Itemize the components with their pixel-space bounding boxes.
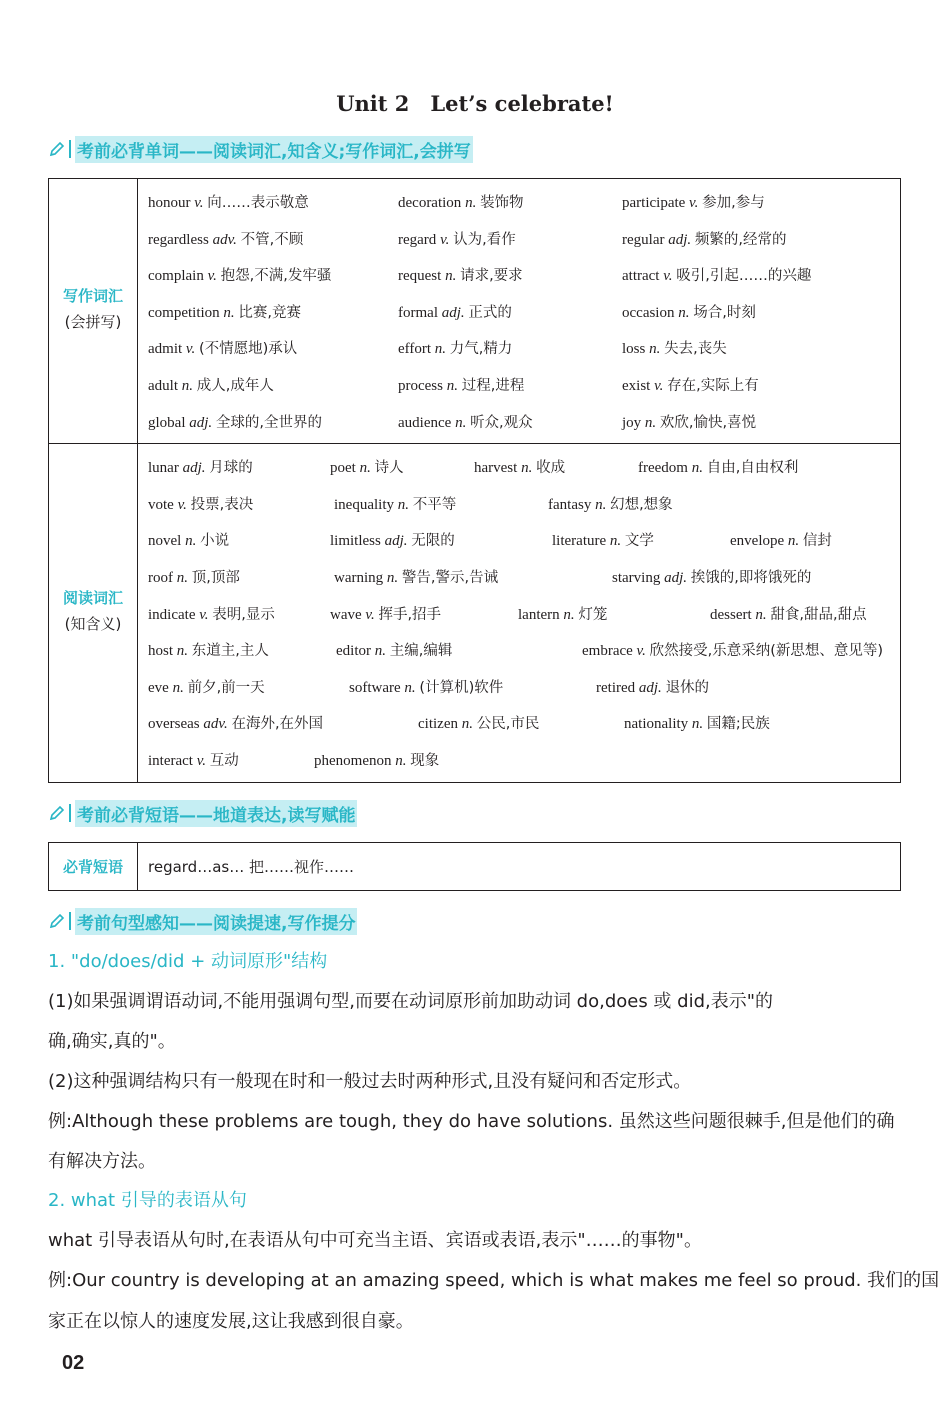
word: lantern: [518, 606, 560, 623]
rule-3: what 引导表语从句时,在表语从句中可充当主语、宾语或表语,表示"……的事物"。: [48, 1230, 702, 1251]
meaning: 主编,编辑: [389, 643, 453, 660]
word: regardless: [148, 231, 209, 248]
meaning: 比赛,竞赛: [238, 304, 302, 321]
meaning: 认为,看作: [453, 231, 516, 248]
part-of-speech: n.: [465, 195, 477, 211]
part-of-speech: n.: [386, 569, 399, 586]
part-of-speech: n.: [374, 643, 386, 660]
word: citizen: [418, 716, 458, 733]
word: host: [148, 643, 174, 660]
word: poet: [330, 460, 356, 477]
part-of-speech: v.: [196, 752, 207, 769]
sentence-section-title: 考前句型感知——阅读提速,写作提分: [75, 908, 357, 935]
word: effort: [398, 341, 432, 358]
meaning: (不情愿地)承认: [198, 341, 298, 358]
word: retired: [596, 679, 636, 696]
writing-word-entry: [622, 301, 756, 322]
reading-label-cell: [49, 444, 138, 782]
writing-word-entry: [622, 264, 811, 285]
part-of-speech: n.: [181, 377, 193, 394]
meaning: 国籍;民族: [706, 716, 770, 733]
reading-label: 阅读词汇: [62, 588, 123, 607]
writing-sublabel: (会拼写): [64, 313, 122, 332]
example-2-line-1: 例:Our country is developing at an amazing speed, which is what makes me feel so proud. 我们的国: [48, 1270, 940, 1291]
meaning: 欢欣,愉快,喜悦: [659, 414, 757, 431]
word: indicate: [148, 606, 196, 623]
writing-word-row: [148, 403, 900, 440]
word: vote: [148, 496, 174, 513]
word: roof: [148, 569, 173, 586]
writing-word-entry: [398, 264, 523, 285]
part-of-speech: n.: [359, 460, 371, 477]
part-of-speech: n.: [445, 268, 457, 285]
word: dessert: [710, 606, 752, 623]
reading-word-entry: [148, 712, 323, 733]
reading-word-list: [138, 444, 901, 782]
word: admit: [148, 341, 183, 358]
word: request: [398, 268, 442, 285]
writing-word-entry: [148, 411, 322, 432]
meaning: 抱怨,不满,发牢骚: [220, 268, 332, 285]
reading-word-entry: [148, 603, 275, 624]
writing-vocab-row: [49, 179, 901, 444]
part-of-speech: n.: [609, 533, 622, 550]
writing-word-row: [148, 220, 900, 257]
reading-word-row: [148, 741, 900, 778]
writing-word-row: [148, 366, 900, 403]
part-of-speech: n.: [185, 533, 197, 550]
part-of-speech: n.: [176, 569, 188, 586]
part-of-speech: n.: [434, 341, 447, 358]
reading-word-entry: [148, 566, 240, 587]
divider: [69, 912, 71, 930]
pencil-icon: [48, 804, 66, 822]
part-of-speech: adj.: [638, 679, 662, 696]
meaning: 不平等: [412, 496, 457, 513]
meaning: 参加,参与: [702, 195, 765, 211]
part-of-speech: n.: [678, 304, 690, 321]
reading-word-entry: [314, 749, 439, 770]
reading-word-entry: [334, 493, 456, 514]
meaning: 挥手,招手: [378, 606, 442, 623]
reading-word-entry: [518, 603, 607, 624]
writing-word-entry: [148, 337, 297, 358]
part-of-speech: adj.: [441, 304, 465, 321]
sentence-section-header: [48, 909, 357, 933]
reading-word-row: [148, 595, 900, 632]
part-of-speech: n.: [644, 414, 657, 431]
meaning: 幻想,想象: [610, 496, 673, 513]
word: complain: [148, 268, 204, 285]
meaning: 互动: [209, 752, 239, 769]
word: regular: [622, 231, 665, 248]
meaning: 欣然接受,乐意采纳(新思想、意见等): [649, 643, 884, 660]
part-of-speech: n.: [787, 533, 800, 550]
phrase-label: 必背短语: [49, 843, 138, 890]
example-1-line-2: 有解决方法。: [48, 1151, 156, 1172]
meaning: 现象: [410, 752, 440, 769]
vocab-table: [48, 178, 901, 783]
meaning: 信封: [802, 533, 832, 550]
reading-word-row: [148, 558, 900, 595]
writing-word-entry: [398, 301, 512, 322]
meaning: 正式的: [468, 304, 512, 321]
writing-word-entry: [148, 301, 301, 322]
meaning: 在海外,在外国: [231, 716, 324, 733]
meaning: 甜食,甜品,甜点: [770, 606, 867, 623]
reading-word-entry: [552, 529, 654, 550]
part-of-speech: adj.: [668, 231, 692, 248]
reading-word-entry: [710, 603, 867, 624]
writing-word-row: [148, 256, 900, 293]
example-1-line-1: 例:Although these problems are tough, they do have solutions. 虽然这些问题很棘手,但是他们的确: [48, 1111, 895, 1132]
reading-word-entry: [548, 493, 673, 514]
meaning: 不管,不顾: [240, 231, 304, 248]
part-of-speech: n.: [521, 460, 533, 477]
reading-word-entry: [148, 639, 269, 660]
phrase-section-header: [48, 801, 357, 825]
word: participate: [622, 195, 686, 211]
reading-word-entry: [624, 712, 770, 733]
word: process: [398, 377, 443, 394]
word: eve: [148, 679, 169, 696]
writing-word-entry: [622, 411, 756, 432]
reading-word-entry: [148, 676, 265, 697]
writing-word-entry: [622, 337, 727, 358]
word: fantasy: [548, 496, 592, 513]
writing-word-entry: [148, 191, 309, 212]
word: embrace: [582, 643, 633, 660]
meaning: 装饰物: [480, 195, 524, 211]
part-of-speech: v.: [207, 268, 217, 285]
part-of-speech: n.: [404, 679, 416, 696]
part-of-speech: n.: [595, 496, 607, 513]
meaning: 表明,显示: [212, 606, 275, 623]
word: honour: [148, 195, 191, 211]
pencil-icon: [48, 912, 66, 930]
reading-word-entry: [596, 676, 709, 697]
reading-word-entry: [336, 639, 452, 660]
part-of-speech: n.: [397, 496, 409, 513]
phrase-text: regard…as… 把……视作……: [148, 858, 354, 876]
word: software: [349, 679, 401, 696]
reading-word-entry: [330, 603, 441, 624]
part-of-speech: v.: [365, 606, 375, 623]
reading-word-entry: [349, 676, 503, 697]
word: inequality: [334, 496, 394, 513]
meaning: 请求,要求: [460, 268, 523, 285]
meaning: 投票,表决: [190, 496, 254, 513]
part-of-speech: v.: [689, 195, 699, 211]
part-of-speech: v.: [177, 496, 187, 513]
word: phenomenon: [314, 752, 392, 769]
word: formal: [398, 304, 438, 321]
meaning: 警告,警示,告诫: [401, 569, 499, 586]
word: nationality: [624, 716, 689, 733]
reading-word-entry: [638, 456, 798, 477]
page-number: 02: [62, 1352, 85, 1374]
divider: [69, 804, 71, 822]
word: decoration: [398, 195, 462, 211]
part-of-speech: adv.: [212, 231, 237, 248]
divider: [69, 140, 71, 158]
meaning: 小说: [200, 533, 230, 550]
word: freedom: [638, 460, 688, 477]
part-of-speech: v.: [199, 606, 209, 623]
reading-word-entry: [330, 456, 404, 477]
meaning: (计算机)软件: [419, 679, 504, 696]
reading-word-entry: [418, 712, 539, 733]
word: competition: [148, 304, 220, 321]
word: occasion: [622, 304, 675, 321]
meaning: 文学: [624, 533, 654, 550]
reading-word-row: [148, 631, 900, 668]
writing-word-entry: [622, 191, 765, 212]
part-of-speech: v.: [663, 268, 673, 285]
reading-word-entry: [612, 566, 811, 587]
meaning: 东道主,主人: [191, 643, 269, 660]
part-of-speech: n.: [755, 606, 767, 623]
reading-word-entry: [582, 639, 883, 660]
word: novel: [148, 533, 182, 550]
vocab-section-header: [48, 137, 473, 161]
writing-word-entry: [398, 191, 524, 212]
meaning: 频繁的,经常的: [694, 231, 787, 248]
writing-word-entry: [148, 264, 331, 285]
part-of-speech: v.: [440, 231, 450, 248]
part-of-speech: n.: [461, 716, 473, 733]
reading-word-row: [148, 521, 900, 558]
reading-word-entry: [334, 566, 498, 587]
reading-word-row: [148, 448, 900, 485]
part-of-speech: adj.: [384, 533, 408, 550]
part-of-speech: n.: [446, 377, 458, 394]
word: exist: [622, 377, 651, 394]
part-of-speech: n.: [176, 643, 189, 660]
structure-heading-1: 1. "do/does/did + 动词原形"结构: [48, 951, 328, 972]
word: limitless: [330, 533, 381, 550]
meaning: 力气,精力: [449, 341, 513, 358]
word: joy: [622, 414, 642, 431]
writing-word-entry: [398, 228, 516, 249]
part-of-speech: n.: [691, 460, 703, 477]
writing-word-entry: [622, 374, 759, 395]
meaning: 全球的,全世界的: [215, 414, 323, 431]
part-of-speech: v.: [636, 643, 646, 660]
part-of-speech: n.: [172, 679, 184, 696]
word: adult: [148, 377, 178, 394]
word: wave: [330, 606, 362, 623]
writing-word-entry: [622, 228, 787, 249]
reading-word-entry: [330, 529, 455, 550]
word: attract: [622, 268, 660, 285]
meaning: 挨饿的,即将饿死的: [690, 569, 812, 586]
meaning: 场合,时刻: [693, 304, 756, 321]
writing-word-row: [148, 293, 900, 330]
writing-word-entry: [148, 374, 274, 395]
part-of-speech: adj.: [189, 414, 213, 431]
meaning: 向……表示敬意: [207, 195, 309, 211]
part-of-speech: adj.: [664, 569, 687, 586]
writing-label: 写作词汇: [62, 287, 123, 306]
word: starving: [612, 569, 661, 586]
reading-word-entry: [730, 529, 832, 550]
page-title: Unit 2 Let’s celebrate!: [336, 91, 614, 116]
word: global: [148, 414, 186, 431]
writing-word-entry: [398, 374, 524, 395]
part-of-speech: n.: [223, 304, 235, 321]
meaning: 无限的: [411, 533, 455, 550]
reading-word-entry: [474, 456, 565, 477]
word: envelope: [730, 533, 785, 550]
reading-word-row: [148, 704, 900, 741]
reading-vocab-row: [49, 444, 901, 782]
word: regard: [398, 231, 437, 248]
word: warning: [334, 569, 384, 586]
writing-word-entry: [148, 228, 303, 249]
word: literature: [552, 533, 607, 550]
rule-1-line-1: (1)如果强调谓语动词,不能用强调句型,而要在动词原形前加助动词 do,does 或 did,表示"的: [48, 991, 774, 1012]
writing-word-list: [138, 179, 901, 444]
writing-word-entry: [398, 337, 512, 358]
structure-heading-2: 2. what 引导的表语从句: [48, 1190, 247, 1211]
example-2-line-2: 家正在以惊人的速度发展,这让我感到很自豪。: [48, 1311, 414, 1332]
writing-word-entry: [398, 411, 533, 432]
word: harvest: [474, 460, 518, 477]
meaning: 退休的: [665, 679, 710, 696]
part-of-speech: n.: [563, 606, 575, 623]
writing-word-row: [148, 183, 900, 220]
part-of-speech: v.: [185, 341, 196, 358]
writing-word-row: [148, 329, 900, 366]
word: lunar: [148, 460, 179, 477]
part-of-speech: adv.: [203, 716, 228, 733]
word: audience: [398, 414, 452, 431]
meaning: 成人,成年人: [196, 377, 274, 394]
word: loss: [622, 341, 646, 358]
part-of-speech: n.: [455, 414, 467, 431]
meaning: 存在,实际上有: [667, 377, 759, 394]
reading-word-entry: [148, 456, 253, 477]
meaning: 前夕,前一天: [187, 679, 265, 696]
part-of-speech: n.: [649, 341, 661, 358]
word: editor: [336, 643, 371, 660]
phrase-section-title: 考前必背短语——地道表达,读写赋能: [75, 800, 357, 827]
meaning: 灯笼: [578, 606, 608, 623]
meaning: 公民,市民: [476, 716, 540, 733]
meaning: 失去,丧失: [664, 341, 727, 358]
meaning: 吸引,引起……的兴趣: [676, 268, 812, 285]
part-of-speech: n.: [691, 716, 704, 733]
reading-word-row: [148, 485, 900, 522]
phrase-box: [48, 842, 901, 891]
reading-word-row: [148, 668, 900, 705]
reading-word-entry: [148, 749, 239, 770]
meaning: 顶,顶部: [191, 569, 240, 586]
part-of-speech: n.: [395, 752, 407, 769]
word: interact: [148, 752, 193, 769]
part-of-speech: v.: [194, 195, 204, 211]
meaning: 听众,观众: [470, 414, 533, 431]
part-of-speech: adj.: [182, 460, 206, 477]
meaning: 过程,进程: [461, 377, 525, 394]
meaning: 诗人: [374, 460, 404, 477]
word: overseas: [148, 716, 200, 733]
meaning: 月球的: [209, 460, 253, 477]
rule-1-line-2: 确,确实,真的"。: [48, 1031, 176, 1052]
pencil-icon: [48, 140, 66, 158]
reading-word-entry: [148, 493, 253, 514]
writing-label-cell: [49, 179, 138, 444]
rule-2: (2)这种强调结构只有一般现在时和一般过去时两种形式,且没有疑问和否定形式。: [48, 1071, 692, 1092]
reading-word-entry: [148, 529, 229, 550]
part-of-speech: v.: [654, 377, 664, 394]
reading-sublabel: (知含义): [64, 614, 122, 633]
meaning: 自由,自由权利: [706, 460, 799, 477]
vocab-section-title: 考前必背单词——阅读词汇,知含义;写作词汇,会拼写: [75, 136, 473, 163]
meaning: 收成: [536, 460, 566, 477]
